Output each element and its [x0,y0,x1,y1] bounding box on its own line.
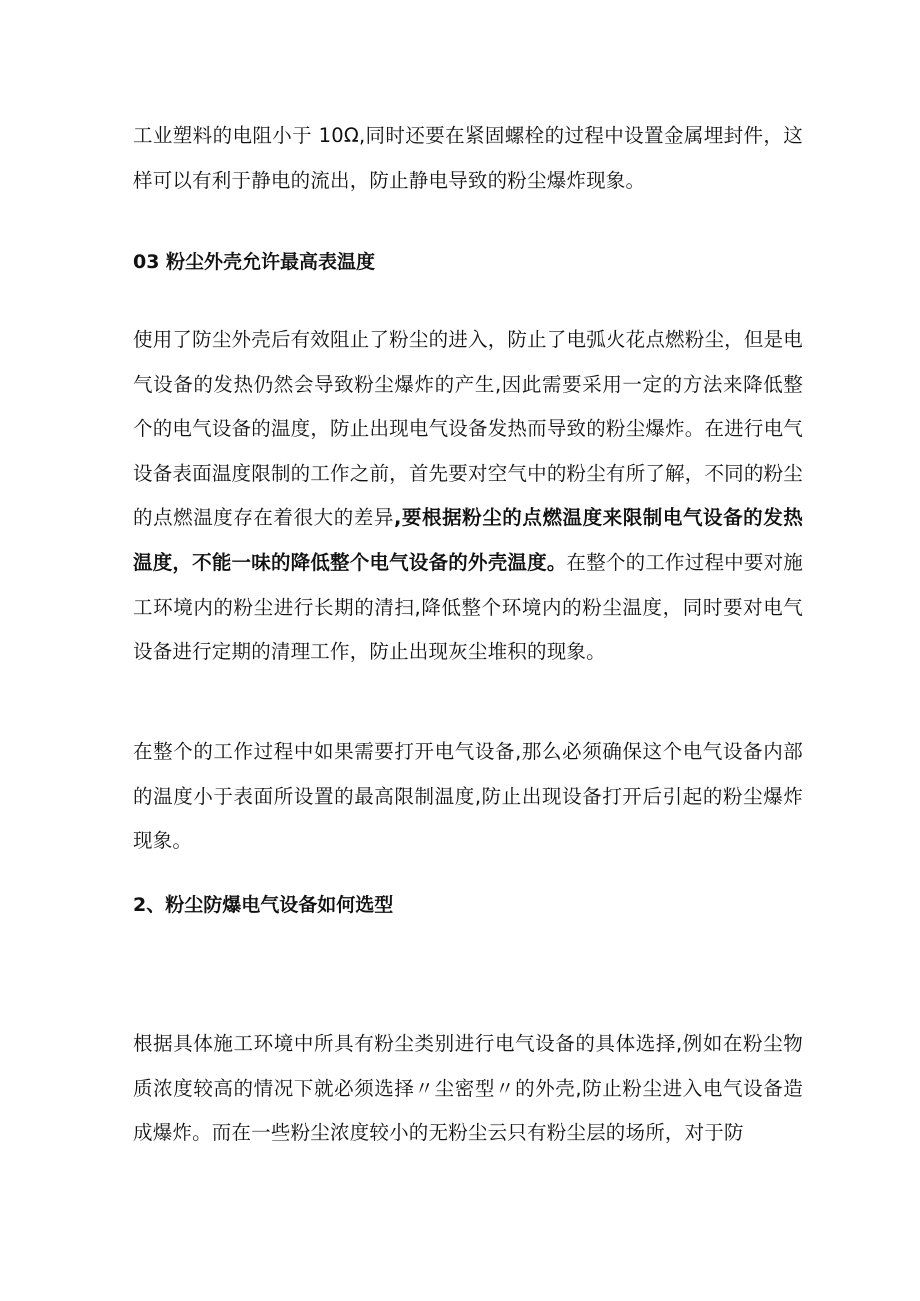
paragraph-static-dissipation: 工业塑料的电阻小于 10Ω,同时还要在紧固螺栓的过程中设置金属埋封件，这样可以有利于静电的流出，防止静电导致的粉尘爆炸现象。 [133,124,803,192]
paragraph-text-part-b: 在整个的工作过程中要对施工环境内的粉尘进行长期的清扫,降低整个环境内的粉尘温度，同时要对电气设备进行定期的清理工作，防止出现灰尘堆积的现象。 [133,550,803,664]
section-heading-equipment-selection: 2、粉尘防爆电气设备如何选型 [133,894,394,916]
section-heading-max-surface-temperature: 03 粉尘外壳允许最高表温度 [133,251,376,273]
paragraph-bold-emphasis: ,要根据粉尘的点燃温度来限制电气设备的发热温度，不能一味的降低整个电气设备的外壳温度。 [133,506,804,574]
paragraph-selection-by-dust-type: 根据具体施工环境中所具有粉尘类别进行电气设备的具体选择,例如在粉尘物质浓度较高的情况下就必须选择〃尘密型〃的外壳,防止粉尘进入电气设备造成爆炸。而在一些粉尘浓度较小的无粉尘云只有粉尘层的场所，对于防 [133,1032,803,1145]
paragraph-opening-equipment: 在整个的工作过程中如果需要打开电气设备,那么必须确保这个电气设备内部的温度小于表面所设置的最高限制温度,防止出现设备打开后引起的粉尘爆炸现象。 [133,740,803,853]
paragraph-text-part-a: 使用了防尘外壳后有效阻止了粉尘的进入，防止了电弧火花点燃粉尘，但是电气设备的发热仍然会导致粉尘爆炸的产生,因此需要采用一定的方法来降低整个的电气设备的温度，防止出现电气设备发热而导致的粉尘爆炸。在进行电气设备表面温度限制的工作之前，首先要对空气中的粉尘有所了解，不同的粉尘的点燃温度存在着很大的差异 [133,328,803,530]
paragraph-surface-temperature-limit [133,318,803,675]
